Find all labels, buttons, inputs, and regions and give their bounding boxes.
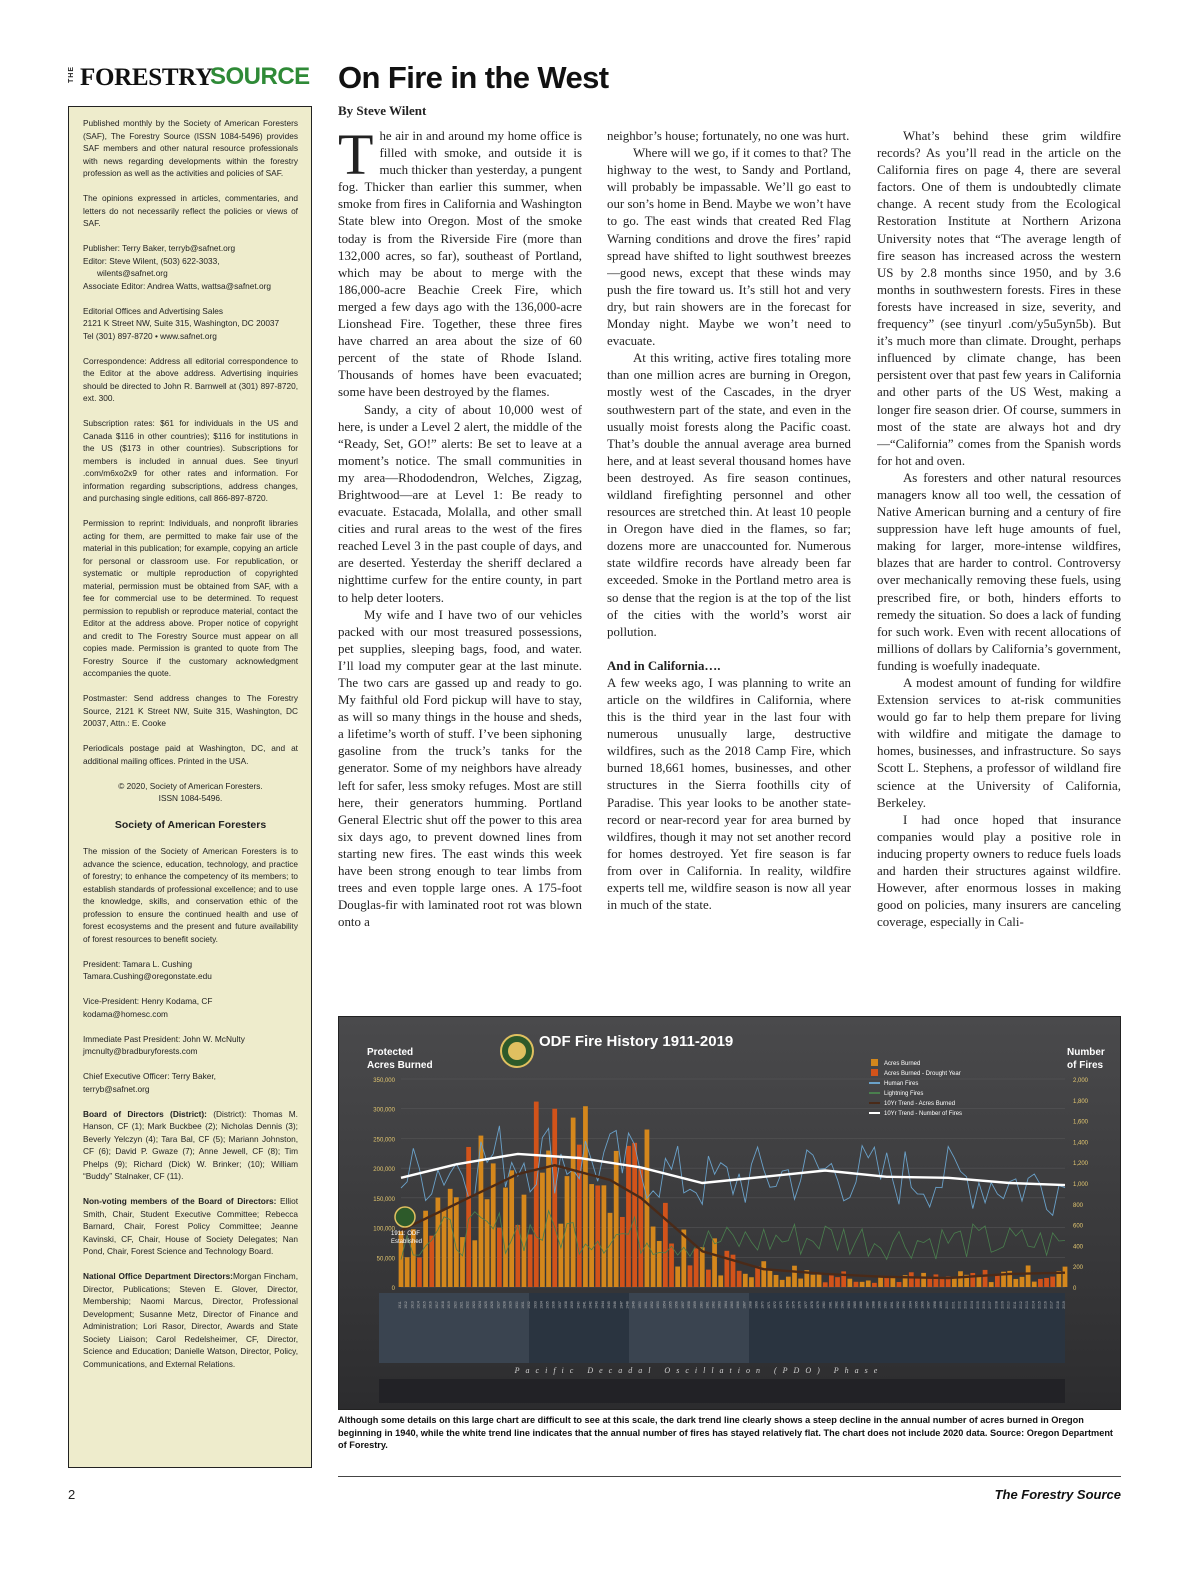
- notes-band: [379, 1379, 1065, 1403]
- acres-bar: [534, 1102, 539, 1287]
- year-tick-label: 1922: [465, 1301, 470, 1309]
- year-tick-label: 1983: [840, 1301, 845, 1309]
- article-paragraph: A modest amount of funding for wildfire Extension services to at-risk communities would go far to help them prepare for living with wildfire and mitigate the damage to homes, businesses, and infrastructure. So says Scott L. Stephens, a professor of wildland fire science at the University of California, Berkeley.: [877, 676, 1121, 810]
- right-tick-label: 1,600: [1073, 1119, 1089, 1126]
- left-tick-label: 250,000: [373, 1137, 395, 1144]
- acres-bar: [472, 1240, 477, 1287]
- chart-caption: Although some details on this large chart are difficult to see at this scale, the dark trend line clearly shows a steep decline in the annual number of acres burned in Oregon beginning in 1940, while the white trend line indicates that the annual number of fires has stayed relatively flat. The chart does not include 2020 data. Source: Oregon Department of Forestry.: [338, 1415, 1113, 1451]
- acres-bar: [405, 1257, 410, 1287]
- footer-publication-title: The Forestry Source: [994, 1487, 1121, 1502]
- fire-history-chart: [338, 1016, 1121, 1410]
- drop-cap: T: [338, 128, 374, 187]
- acres-bar: [571, 1118, 576, 1287]
- sidebar-staff: Publisher: Terry Baker, terryb@safnet.org Editor: Steve Wilent, (503) 622-3033, wilents@safnet.org Associate Editor: Andrea Watts, wattsa@safnet.org: [83, 243, 271, 291]
- right-axis-title: Number: [1067, 1047, 1105, 1058]
- year-tick-label: 2019: [1062, 1301, 1066, 1309]
- year-tick-label: 1917: [434, 1301, 439, 1309]
- article-paragraph: My wife and I have two of our vehicles packed with our most treasured possessions, pet supplies, sleeping bags, food, and water. I’ll load my computer gear at the last minute. The two cars are gassed up and ready to go. My faithful old Ford pickup will have to stay, as will so many things in the house and sheds, a lifetime’s worth of stuff. I’ve been siphoning gasoline from the truck’s tanks for the generator. Some of my neighbors have already left for safer, less smoky refuges. Most are still here, their generators humming. Portland General Electric shut off the power to this area six days ago, to prevent downed lines from starting new fires. The east winds this week have been strong enough to tear limbs from trees and even topple large ones. A 175-foot Douglas-fir with laminated root rot was blown onto a: [338, 607, 582, 930]
- saf-vice-president: Vice-President: Henry Kodama, CF kodama@homesc.com: [83, 996, 213, 1019]
- acres-bar: [1013, 1279, 1018, 1287]
- acres-bar: [897, 1282, 902, 1287]
- year-tick-label: 1967: [742, 1301, 747, 1309]
- year-tick-label: 1992: [896, 1301, 900, 1309]
- year-tick-label: 1950: [637, 1301, 642, 1309]
- legend-swatch: [871, 1059, 878, 1066]
- year-tick-label: 1931: [520, 1301, 525, 1309]
- year-tick-label: 1944: [600, 1301, 605, 1309]
- left-axis-title: Acres Burned: [367, 1060, 433, 1071]
- sidebar-copyright: © 2020, Society of American Foresters. ISSN 1084-5496.: [118, 780, 263, 803]
- year-tick-label: 1980: [822, 1301, 827, 1309]
- odf-badge-icon: [395, 1207, 415, 1227]
- year-tick-label: 1989: [877, 1301, 882, 1309]
- sidebar-postage: Periodicals postage paid at Washington, DC, and at additional mailing offices. Printed in the USA.: [83, 743, 298, 766]
- year-tick-label: 1974: [785, 1301, 790, 1309]
- year-tick-label: 1982: [834, 1301, 839, 1309]
- acres-bar: [558, 1224, 563, 1287]
- acres-bar: [515, 1225, 520, 1287]
- acres-bar: [927, 1278, 932, 1287]
- sidebar-postmaster: Postmaster: Send address changes to The Forestry Source, 2121 K Street NW, Suite 315, Washington, DC 20037, Attn.: E. Cooke: [83, 693, 298, 728]
- sidebar-correspondence: Correspondence: Address all editorial correspondence to the Editor at the above address. Advertising inquiries should be directed to John R. Barnwell at (301) 897-8720, ext. 300.: [83, 355, 298, 403]
- acres-bar: [552, 1109, 557, 1287]
- year-tick-label: 1921: [459, 1301, 464, 1309]
- year-tick-label: 1960: [699, 1301, 704, 1309]
- acres-bar: [854, 1282, 859, 1287]
- right-tick-label: 1,000: [1073, 1182, 1089, 1188]
- legend-label: Acres Burned: [884, 1061, 921, 1067]
- year-tick-label: 1965: [730, 1301, 734, 1309]
- article-paragraph: What’s behind these grim wildfire records? As you’ll read in the article on the California fires on page 4, there are several factors. One of them is undoubtedly climate change. A recent study from the Ecological Restoration Institute at Northern Arizona University notes that “The average length of fire season has increased across the western US by 2.8 months since 1950, and by 3.6 months in southwestern forests. Fires in these forests have increased in size, severity, and frequency” (see tinyurl .com/y5u5yn5b). But it’s much more than climate. Drought, perhaps influenced by climate change, has been persistent over that past few years in California and other parts of the US West, making a longer fire season drier. Of course, summers in most of the state are always hot and dry—“California” comes from the Spanish words for hot and oven.: [877, 129, 1121, 468]
- year-tick-label: 1994: [908, 1301, 913, 1309]
- year-tick-label: 1912: [404, 1301, 409, 1309]
- acres-bar: [989, 1282, 994, 1287]
- acres-bar: [608, 1213, 613, 1287]
- year-tick-label: 2000: [945, 1301, 950, 1309]
- year-tick-label: 2001: [951, 1301, 956, 1309]
- year-tick-label: 1925: [484, 1301, 489, 1309]
- year-tick-label: 1997: [926, 1301, 931, 1309]
- year-tick-label: 1956: [674, 1301, 679, 1309]
- year-tick-label: 1953: [656, 1301, 661, 1309]
- year-tick-label: 1955: [668, 1301, 673, 1309]
- acres-bar: [694, 1248, 699, 1287]
- masthead-source: SOURCE: [210, 63, 310, 90]
- saf-board: Board of Directors (District): (District): Thomas M. Hanson, CF (1); Mark Buckbee (2); Nicholas Dennis (3); Beverly Yelczyn (4); Tara Bal, CF (5); Mariann Johnston, CF (6); David P. Gwaze (7); Anne Jewell, CF (8); Tim Phelps (9); Richard (Dick) W. Brinker; (10); William “Buddy” Stalnaker, CF (11).: [83, 1108, 298, 1181]
- legend-label: Human Fires: [884, 1081, 919, 1087]
- year-tick-label: 1940: [576, 1301, 581, 1309]
- year-tick-label: 1933: [533, 1301, 538, 1309]
- year-tick-label: 1984: [846, 1301, 851, 1309]
- acres-bar: [958, 1271, 963, 1287]
- year-tick-label: 1913: [410, 1301, 415, 1309]
- year-tick-label: 1969: [754, 1301, 759, 1309]
- year-tick-label: 1937: [557, 1301, 562, 1309]
- right-axis-title: of Fires: [1067, 1060, 1104, 1071]
- acres-bar: [620, 1217, 625, 1287]
- acres-bar: [651, 1227, 656, 1287]
- right-tick-label: 600: [1073, 1223, 1084, 1230]
- sidebar-intro: Published monthly by the Society of American Foresters (SAF), The Forestry Source (ISSN 1084-5496) provides SAF members and other natural resource professionals with news regarding developments within the forestry profession as well as the activities and policies of SAF.: [83, 118, 298, 178]
- odf-badge-label: 1911: ODF: [391, 1231, 420, 1237]
- acres-bar: [663, 1203, 668, 1287]
- odf-badge-label: Established: [391, 1239, 423, 1245]
- acres-bar: [645, 1130, 650, 1287]
- acres-bar: [429, 1236, 434, 1287]
- year-tick-label: 2018: [1055, 1301, 1060, 1309]
- acres-bar: [860, 1282, 865, 1287]
- article-subhead: And in California….: [607, 658, 721, 673]
- year-tick-label: 1993: [902, 1301, 907, 1309]
- year-tick-label: 1991: [889, 1301, 894, 1309]
- acres-bar: [866, 1280, 871, 1287]
- year-tick-label: 1958: [686, 1301, 691, 1309]
- acres-bar: [921, 1273, 926, 1287]
- year-tick-label: 2013: [1025, 1301, 1030, 1309]
- left-tick-label: 100,000: [373, 1226, 395, 1233]
- acres-bar: [1038, 1279, 1043, 1287]
- acres-bar: [1044, 1278, 1049, 1287]
- year-tick-label: 1945: [607, 1301, 612, 1309]
- year-tick-label: 1985: [852, 1301, 857, 1309]
- year-tick-label: 1947: [619, 1301, 624, 1309]
- saf-national-office: National Office Department Directors:Morgan Fincham, Director, Publications; Steven E. Glover, Director, Membership; Naomi Marcus, Director, Professional Development; Susanne Metz, Director of Finance and Administration; Lori Rasor, Director, Awards and State Society Liaison; Carol Redelsheimer, CF, Director, Science and Education; Danielle Watson, Director, Policy, Communications, and External Relations.: [83, 1271, 299, 1369]
- right-tick-label: 200: [1073, 1265, 1084, 1272]
- year-tick-label: 1957: [680, 1301, 685, 1309]
- year-tick-label: 1961: [705, 1301, 710, 1309]
- year-tick-label: 1943: [594, 1301, 599, 1309]
- acres-bar: [878, 1277, 883, 1287]
- acres-bar: [638, 1169, 643, 1287]
- saf-nonvoting: Non-voting members of the Board of Directors: Elliot Smith, Chair, Student Executive Committee; Rebecca Barnard, Chair, Forest Policy Committee; Jeanne Kavinski, CF, Chair, House of Society Delegates; Nan Pond, Chair, Forest Science and Technology Board.: [83, 1196, 298, 1256]
- acres-bar: [1026, 1265, 1031, 1287]
- year-tick-label: 2010: [1006, 1301, 1011, 1309]
- acres-bar: [669, 1244, 674, 1287]
- right-tick-label: 1,200: [1073, 1161, 1089, 1168]
- year-tick-label: 1971: [766, 1301, 771, 1309]
- year-tick-label: 2009: [1000, 1301, 1005, 1309]
- left-tick-label: 350,000: [373, 1078, 395, 1084]
- acres-bar: [602, 1185, 607, 1287]
- year-tick-label: 1978: [809, 1301, 814, 1309]
- right-tick-label: 400: [1073, 1244, 1084, 1251]
- year-tick-label: 1996: [920, 1301, 925, 1309]
- year-tick-label: 1951: [643, 1301, 648, 1309]
- publication-info-sidebar: [68, 106, 312, 1468]
- year-tick-label: 1934: [539, 1301, 544, 1309]
- year-tick-label: 1942: [588, 1301, 593, 1309]
- acres-bar: [675, 1267, 680, 1287]
- year-tick-label: 2014: [1031, 1301, 1036, 1309]
- year-tick-label: 1981: [828, 1301, 833, 1309]
- acres-bar: [970, 1273, 975, 1287]
- left-tick-label: 300,000: [373, 1107, 395, 1114]
- acres-bar: [780, 1280, 785, 1287]
- year-tick-label: 1952: [650, 1301, 655, 1309]
- year-tick-label: 1915: [422, 1301, 427, 1309]
- acres-bar: [909, 1272, 914, 1287]
- masthead-the: THE: [68, 66, 75, 83]
- year-tick-label: 1998: [932, 1301, 937, 1309]
- year-tick-label: 2004: [969, 1301, 974, 1309]
- acres-bar: [792, 1266, 797, 1287]
- acres-bar: [583, 1106, 588, 1287]
- year-tick-label: 2012: [1018, 1301, 1023, 1309]
- acres-bar: [1063, 1267, 1068, 1287]
- year-tick-label: 1966: [736, 1301, 741, 1309]
- year-tick-label: 1977: [803, 1301, 808, 1309]
- acres-bar: [626, 1146, 631, 1287]
- acres-bar: [995, 1275, 1000, 1287]
- year-tick-label: 1932: [527, 1301, 532, 1309]
- saf-heading: Society of American Foresters: [114, 818, 267, 831]
- legend-label: 10Yr Trend - Acres Burned: [884, 1101, 956, 1107]
- sidebar-disclaimer: The opinions expressed in articles, commentaries, and letters do not necessarily reflect the policies or views of SAF.: [83, 193, 298, 228]
- right-tick-label: 1,400: [1073, 1140, 1089, 1147]
- year-tick-label: 1941: [582, 1301, 587, 1309]
- chart-title: ODF Fire History 1911-2019: [539, 1033, 734, 1050]
- acres-bar: [817, 1274, 822, 1287]
- acres-bar: [737, 1271, 742, 1287]
- acres-bar: [632, 1143, 637, 1287]
- acres-bar: [743, 1274, 748, 1287]
- footer-rule: [338, 1476, 1121, 1477]
- legend-swatch: [871, 1069, 878, 1076]
- acres-bar: [589, 1184, 594, 1287]
- acres-bar: [411, 1229, 416, 1287]
- acres-bar: [688, 1265, 693, 1287]
- acres-bar: [786, 1277, 791, 1287]
- acres-bar: [915, 1278, 920, 1287]
- year-tick-label: 2007: [988, 1301, 993, 1309]
- left-tick-label: 50,000: [376, 1256, 395, 1263]
- year-tick-label: 1928: [502, 1301, 507, 1309]
- year-tick-label: 1919: [447, 1301, 452, 1309]
- acres-bar: [417, 1257, 422, 1287]
- legend-label: Acres Burned - Drought Year: [884, 1071, 961, 1077]
- year-tick-label: 1979: [816, 1301, 821, 1309]
- article-paragraph: As foresters and other natural resources managers know all too well, the cessation of Native American burning and a century of fire suppression have left huge amounts of fuel, making for larger, more-intense wildfires, blazes that are harder to control. Controversy over mechanically removing these fuels, using prescribed fire, or both, hinders efforts to remedy the situation. So does a lack of funding for such work. Even with recent allocations of millions of dollars by California’s government, funding is woefully inadequate.: [877, 470, 1121, 673]
- sidebar-subscriptions: Subscription rates: $61 for individuals in the US and Canada $116 in other countries); $116 for institutions in the US ($173 in other countries). Subscriptions for members is included in annual dues. See tinyurl .com/m6xo2x9 for other rates and information. For information regarding subscriptions, address changes, and purchasing single editions, call 866-897-8720.: [83, 418, 298, 503]
- year-tick-label: 1987: [865, 1301, 870, 1309]
- acres-bar: [503, 1188, 508, 1287]
- legend-label: Lightning Fires: [884, 1091, 924, 1097]
- masthead-logo: [68, 62, 318, 102]
- year-tick-label: 1926: [490, 1301, 495, 1309]
- acres-bar: [952, 1278, 957, 1287]
- acres-bar: [768, 1270, 773, 1287]
- year-tick-label: 1975: [791, 1301, 796, 1309]
- acres-bar: [872, 1283, 877, 1287]
- right-tick-label: 2,000: [1073, 1078, 1089, 1084]
- year-tick-label: 1930: [514, 1301, 519, 1309]
- acres-bar: [595, 1185, 600, 1287]
- year-tick-label: 1962: [711, 1301, 716, 1309]
- year-tick-label: 1911: [398, 1301, 402, 1309]
- fire-history-chart-svg: [339, 1017, 1121, 1410]
- acres-bar: [774, 1275, 779, 1287]
- year-tick-label: 2015: [1037, 1301, 1042, 1309]
- acres-bar: [657, 1241, 662, 1287]
- year-tick-label: 2008: [994, 1301, 999, 1309]
- year-tick-label: 1935: [545, 1301, 550, 1309]
- year-tick-label: 1995: [914, 1301, 919, 1309]
- left-tick-label: 0: [391, 1286, 395, 1292]
- year-tick-label: 1986: [859, 1301, 864, 1309]
- year-tick-label: 1918: [441, 1301, 446, 1309]
- article-paragraph: Sandy, a city of about 10,000 west of here, is under a Level 2 alert, the middle of the “Ready, Set, GO!” alerts: Be set to leave at a moment’s notice. The small communities in my area—Rhododendron, Welches, Zigzag, Brightwood—are at Level 1: Be ready to evacuate. Estacada, Molalla, and other small cities and rural areas to the west of the fires reached Level 3 in the past couple of days, and are deserted. Yesterday the sheriff declared a nighttime curfew for the entire county, in part to help deter looters.: [338, 402, 582, 605]
- acres-bar: [540, 1173, 545, 1287]
- sidebar-permissions: Permission to reprint: Individuals, and nonprofit libraries acting for them, are permitted to make fair use of the material in this publication; for example, copying an article for personal or classroom use. For republication, or systematic or multiple reproduction of copyrighted material, permission must be obtained from SAF, with a fee for commercial use to be determined. To request permission to republish or reproduce material, contact the Editor at the address above. Proper notice of copyright and credit to The Forestry Source must appear on all copies made. Permission is granted to quote from The Forestry Source if the customary acknowledgment accompanies the quote.: [83, 518, 298, 678]
- acres-bar: [718, 1275, 723, 1287]
- legend-label: 10Yr Trend - Number of Fires: [884, 1111, 963, 1117]
- acres-bar: [934, 1274, 939, 1287]
- saf-mission: The mission of the Society of American Foresters is to advance the science, education, technology, and practice of forestry; to enhance the competency of its members; to establish standards of professional excellence; and to use the knowledge, skills, and conservation ethic of the profession to ensure the continued health and use of forest ecosystems and the present and future availability of forest resources to benefit society.: [83, 846, 298, 944]
- year-tick-label: 1938: [564, 1301, 568, 1309]
- saf-president: President: Tamara L. Cushing Tamara.Cushing@oregonstate.edu: [83, 958, 212, 981]
- year-tick-label: 1968: [748, 1301, 753, 1309]
- acres-bar: [706, 1270, 711, 1287]
- acres-bar: [1032, 1282, 1037, 1287]
- article-paragraph: Where will we go, if it comes to that? The highway to the west, to Sandy and Portland, will probably be impassable. We’ll go east to our son’s home in Bend. Maybe we won’t have to go. The east winds that created Red Flag Warning conditions and drove the fires’ rapid spread have shifted to light southwest breezes—good news, except that these winds may push the fire toward us. It’s still hot and very dry, but rain showers are in the forecast for Monday night. Maybe we won’t need to evacuate.: [607, 146, 851, 349]
- article-paragraph: I had once hoped that insurance companies would play a positive role in inducing property owners to reduce fuels loads and harden their structures against wildfire. However, after enormous losses in making good on policies, many insurers are canceling coverage, especially in Cali-: [877, 812, 1121, 930]
- acres-bar: [1050, 1277, 1055, 1287]
- year-tick-label: 2002: [957, 1301, 962, 1309]
- year-tick-label: 1999: [939, 1301, 944, 1309]
- pdo-band-label: Pacific Decadal Oscillation (PDO) Phase: [514, 1366, 884, 1375]
- year-tick-label: 1990: [883, 1301, 888, 1309]
- year-tick-label: 1924: [477, 1301, 482, 1309]
- odf-emblem-center-icon: [508, 1042, 526, 1060]
- right-tick-label: 0: [1073, 1286, 1077, 1292]
- acres-bar: [755, 1266, 760, 1287]
- year-tick-label: 1946: [613, 1301, 618, 1309]
- masthead-forestry: FORESTRY: [80, 64, 213, 91]
- year-tick-label: 1923: [471, 1301, 476, 1309]
- left-tick-label: 200,000: [373, 1167, 395, 1174]
- year-tick-label: 2017: [1049, 1301, 1054, 1309]
- acres-bar: [749, 1277, 754, 1287]
- year-tick-label: 1954: [662, 1301, 667, 1309]
- article-title: On Fire in the West: [338, 60, 609, 95]
- year-tick-label: 1929: [508, 1301, 513, 1309]
- acres-bar: [977, 1276, 982, 1287]
- acres-bar: [614, 1151, 619, 1287]
- acres-bar: [829, 1275, 834, 1287]
- year-tick-label: 1973: [779, 1301, 784, 1309]
- year-tick-label: 1936: [551, 1301, 556, 1309]
- acres-bar: [442, 1210, 447, 1287]
- page-number: 2: [68, 1487, 76, 1502]
- acres-bar: [761, 1261, 766, 1287]
- article-paragraph: A few weeks ago, I was planning to write an article on the wildfires in California, where this is the third year in the last four with numerous unusually large, destructive wildfires, such as the 2018 Camp Fire, which burned 18,661 homes, businesses, and other structures in the Sierra foothills city of Paradise. This year looks to be another state-record or near-record year for area burned by wildfires, though it may not set another record for homes destroyed. Yet fire season is far from over in California. In reality, wildfire experts tell me, wildfire season is now all year in much of the state.: [607, 675, 851, 913]
- acres-bar: [1020, 1277, 1025, 1287]
- acres-bar: [798, 1279, 803, 1287]
- acres-bar: [485, 1199, 490, 1287]
- year-tick-label: 2016: [1043, 1301, 1048, 1309]
- acres-bar: [700, 1247, 705, 1287]
- acres-bar: [724, 1251, 729, 1287]
- year-tick-label: 2006: [982, 1301, 987, 1309]
- article-paragraph: The air in and around my home office is filled with smoke, and outside it is much thicker than yesterday, a pungent fog. Thicker than earlier this summer, when smoke from fires in California and Washington State blew into Oregon. Most of the smoke today is from the Riverside Fire (more than 132,000 acres, so far), southeast of Portland, which may be about to merge with the 186,000-acre Beachie Creek Fire, which merged a few days ago with the 136,000-acre Lionshead Fire. Together, these three fires have charred an area about the size of 60 percent of the state of Rhode Island. Thousands of homes have been evacuated; some have been destroyed by the flames.: [338, 128, 582, 400]
- article-byline: By Steve Wilent: [338, 103, 427, 118]
- acres-bar: [528, 1234, 533, 1287]
- article-column-2: [607, 128, 851, 998]
- year-tick-label: 1970: [760, 1301, 765, 1309]
- year-tick-label: 1988: [871, 1301, 876, 1309]
- article-column-1: [338, 128, 582, 998]
- year-tick-label: 1916: [428, 1301, 433, 1309]
- acres-bar: [522, 1195, 527, 1287]
- article-paragraph: At this writing, active fires totaling more than one million acres are burning in Oregon, mostly west of the Cascades, in the dryer southwestern part of the state, and even in the usually moist forests along the Pacific coast. That’s double the annual average area burned here, and at least several thousand homes have been destroyed. As fire season continues, wildland firefighting personnel and other resources are stretched thin. At least 10 people in Oregon have died in the flames, so far; dozens more are unaccounted for. Numerous state wildfire records have already been far exceeded. Smoke in the Portland metro area is so dense that the region is at the top of the list of the cities with the world’s worst air pollution.: [607, 351, 851, 639]
- year-tick-label: 2011: [1012, 1301, 1017, 1309]
- acres-bar: [983, 1270, 988, 1287]
- saf-ceo: Chief Executive Officer: Terry Baker, terryb@safnet.org: [83, 1071, 216, 1094]
- year-tick-label: 1920: [453, 1301, 458, 1309]
- year-tick-label: 1976: [797, 1301, 802, 1309]
- year-tick-label: 1964: [723, 1301, 728, 1309]
- acres-bar: [847, 1279, 852, 1287]
- acres-bar: [823, 1282, 828, 1287]
- right-tick-label: 800: [1073, 1202, 1084, 1209]
- acres-bar: [509, 1170, 514, 1287]
- acres-bar: [811, 1275, 816, 1287]
- year-tick-label: 1963: [717, 1301, 722, 1309]
- article-paragraph: neighbor’s house; fortunately, no one was hurt.: [607, 129, 850, 143]
- year-tick-label: 1914: [416, 1301, 421, 1309]
- acres-bar: [835, 1277, 840, 1287]
- year-tick-label: 1949: [631, 1301, 636, 1309]
- year-tick-label: 1948: [625, 1301, 630, 1309]
- article-column-3: [877, 128, 1121, 998]
- year-tick-label: 1939: [570, 1301, 575, 1309]
- acres-bar: [497, 1228, 502, 1287]
- acres-bar: [448, 1189, 453, 1287]
- year-tick-label: 2003: [963, 1301, 968, 1309]
- year-tick-label: 2005: [975, 1301, 980, 1309]
- left-axis-title: Protected: [367, 1047, 414, 1058]
- left-tick-label: 150,000: [373, 1196, 395, 1203]
- year-tick-label: 1972: [773, 1301, 778, 1309]
- right-tick-label: 1,800: [1073, 1098, 1089, 1105]
- year-tick-label: 1927: [496, 1301, 501, 1309]
- saf-past-president: Immediate Past President: John W. McNulty jmcnulty@bradburyforests.com: [83, 1033, 245, 1056]
- acres-bar: [712, 1238, 717, 1287]
- year-tick-label: 1959: [693, 1301, 698, 1309]
- sidebar-offices: Editorial Offices and Advertising Sales 2121 K Street NW, Suite 315, Washington, DC 20037 Tel (301) 897-8720 • www.safnet.org: [83, 305, 280, 341]
